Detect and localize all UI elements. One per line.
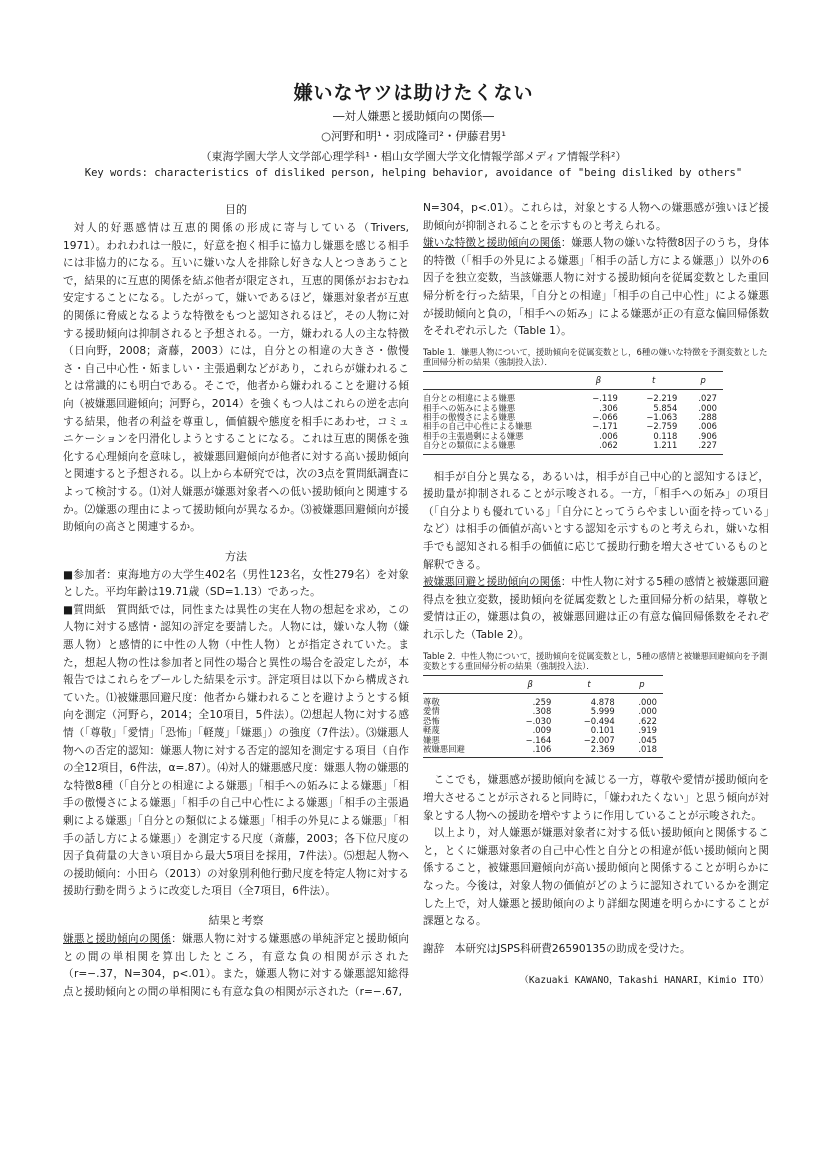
table-cell: .006	[698, 421, 717, 432]
table-cell: 自分との類似による嫌悪	[423, 441, 573, 454]
table-cell: .027	[698, 393, 717, 404]
table-cell: −.164	[525, 734, 552, 745]
results-paragraph-1	[63, 931, 409, 1001]
table-cell: −0.494	[583, 715, 615, 726]
section-heading-purpose: 目的	[225, 203, 247, 216]
table-cell: .000	[638, 706, 657, 717]
table-cell: .062	[573, 441, 624, 454]
table-cell: −.030	[525, 715, 552, 726]
results-subheading-1: 嫌悪と援助傾向の関係	[63, 932, 172, 945]
table2-header	[423, 675, 503, 693]
section-heading-method: 方法	[225, 549, 247, 563]
results-subheading-2: 嫌いな特徴と援助傾向の関係	[423, 237, 561, 250]
table-cell: −2.759	[646, 421, 678, 432]
table2-header: t	[557, 675, 620, 693]
table-cell: 0.118	[653, 430, 678, 441]
acknowledgment: 謝辞 本研究はJSPS科研費26590135の助成を受けた。	[423, 942, 691, 955]
affiliation: （東海学園大学人文学部心理学科¹・椙山女学園大学文化情報学部メディア情報学科²）	[200, 150, 627, 163]
table-cell: −.066	[592, 411, 618, 422]
results-text-1: ：嫌悪人物に対する嫌悪感の単純評定と援助傾向との間の単相関を算出したところ，有意な負の相関が示された（r=−.37，N=304，p<.01）。また，嫌悪人物に対する嫌悪認知総得点と援助傾向との間の単相関にも有意な負の相関が示された（r=−.67,	[63, 932, 410, 998]
table-row	[423, 390, 723, 404]
section-heading-results: 結果と考察	[208, 913, 264, 927]
results-paragraph-3: 相手が自分と異なる，あるいは，相手が自己中心的と認知するほど，援助量が抑制されることが示唆される。一方，「相手への妬み」の項目（「自分よりも優れている」「自分にとってうらやましい面を持っている」など）は相手の価値が高いとする認知を示すものと考えられ，嫌いな相手でも認知される相手の価値に応じて援助行動を増大させているものと解釈できる。	[423, 470, 769, 571]
table-cell: .009	[532, 725, 552, 736]
questionnaire-paragraph: ■質問紙 質問紙では，同性または異性の実在人物の想起を求め，この人物に対する感情・認知の評定を要請した。人物には，嫌いな人物（嫌悪人物）と感情的に中性の人物（中性人物）とが指定されていた。また，想起人物の性は参加者と同性の場合と異性の場合を設定したが，本報告ではこれらをプールした結果を示す。評定項目は以下から構成されていた。⑴被嫌悪回避尺度：他者から嫌われることを避けようとする傾向を測定（河野ら，2014；全10項目，5件法）。⑵想起人物に対する感情（「尊敬」「愛情」「恐怖」「軽蔑」「嫌悪」）の強度（7件法）。⑶嫌悪人物への否定的認知：嫌悪人物に対する否定的認知を測定する項目（自作の全12項目，6件法，α=.87）。⑷対人的嫌悪感尺度：嫌悪人物の嫌悪的な特徴8種（「自分との相違による嫌悪」「相手への妬みによる嫌悪」「相手の傲慢さによる嫌悪」「相手の自己中心性による嫌悪」「相手の主張過剰による嫌悪」「自分との類似による嫌悪」「相手の外見による嫌悪」「相手の話し方による嫌悪」）を測定する尺度（斎藤，2003；各下位尺度の因子負荷量の大きい項目から最大5項目を採用，7件法）。⑸想起人物への援助傾向：小田ら（2013）の対象別利他行動尺度を特定人物に対する援助行動を問うように改変した項目（全7項目，6件法）。	[63, 603, 409, 898]
table-cell: .288	[698, 411, 717, 422]
table-cell: 相手の主張過剰による嫌悪	[423, 430, 524, 441]
conclusion-paragraph: 以上より，対人嫌悪が嫌悪対象者に対する低い援助傾向と関係すること，とくに嫌悪対象者の自己中心性と自分との相違が低い援助傾向と関係すること，被嫌悪回避傾向が高い援助傾向と関係することが明らかになった。今後は，対象人物の価値がどのように認知されているかを測定した上で，対人嫌悪と援助傾向のより詳細な関連を明らかにすることが課題となる。	[423, 827, 769, 928]
left-column	[63, 200, 409, 1001]
table2-caption: Table 2．中性人物について，援助傾向を従属変数とし，5種の感情と被嫌悪回避傾向を予測変数とする重回帰分析の結果（強制投入法）．	[423, 650, 768, 671]
table-cell: .919	[638, 725, 657, 736]
table1-caption: Table 1．嫌悪人物について，援助傾向を従属変数とし，6種の嫌いな特徴を予測変数とした重回帰分析の結果（強制投入法）．	[423, 346, 768, 367]
table-cell: 5.854	[653, 402, 678, 413]
table-row	[423, 441, 723, 454]
table-cell: .227	[683, 441, 723, 454]
table-cell: .906	[698, 430, 717, 441]
table-cell: −2.007	[583, 734, 615, 745]
table-cell: .018	[621, 745, 663, 758]
paper-title: 嫌いなヤツは助けたくない	[293, 82, 534, 104]
table-cell: −.171	[592, 421, 618, 432]
results-paragraph-2	[423, 235, 769, 341]
table-cell: 被嫌悪回避	[423, 745, 503, 758]
author-credit: （Kazuaki KAWANO，Takashi HANARI，Kimio ITO）	[519, 975, 769, 987]
table-cell: 尊敬	[423, 696, 440, 707]
table-cell: .045	[638, 734, 657, 745]
table-cell: .622	[638, 715, 657, 726]
results-subheading-3: 被嫌悪回避と援助傾向の関係	[423, 576, 561, 589]
results-paragraph-5: ここでも，嫌悪感が援助傾向を減じる一方，尊敬や愛情が援助傾向を増大させることが示されると同時に，「嫌われたくない」と思う傾向が対象とする人物への援助を増やすように作用していることが示唆された。	[423, 774, 769, 822]
table-cell: 1.211	[624, 441, 683, 454]
table-cell: 相手の自己中心性による嫌悪	[423, 421, 532, 432]
table-cell: 恐怖	[423, 715, 440, 726]
table-cell: 愛情	[423, 706, 440, 717]
participants-paragraph: ■参加者：東海地方の大学生402名（男性123名，女性279名）を対象とした。平均年齢は19.71歳（SD=1.13）であった。	[63, 568, 409, 599]
results-text-4: ：中性人物に対する5種の感情と被嫌悪回避得点を独立変数，援助傾向を従属変数とした重回帰分析の結果，尊敬と愛情は正の，嫌悪は負の，被嫌悪回避は正の有意な偏回帰係数をそれぞれ示した（Table 2）。	[423, 576, 769, 641]
table-cell: 5.999	[590, 706, 615, 717]
table-cell: −1.063	[646, 411, 678, 422]
results-continuation: N=304，p<.01）。これらは，対象とする人物への嫌悪感が強いほど援助傾向が抑制されることを示すものと考えられる。	[423, 202, 769, 232]
table1-header: p	[683, 371, 723, 389]
table-cell: .006	[599, 430, 618, 441]
table-cell: .308	[532, 706, 552, 717]
table-cell: 0.101	[590, 725, 615, 736]
table-cell: 自分との相違による嫌悪	[423, 393, 516, 404]
table2	[423, 675, 663, 759]
table2-header: β	[503, 675, 557, 693]
table-cell: 相手への妬みによる嫌悪	[423, 402, 516, 413]
table-cell: .306	[599, 402, 618, 413]
keywords: Key words: characteristics of disliked person, helping behavior, avoidance of "being disliked by others"	[84, 167, 743, 179]
table-cell: 嫌悪	[423, 734, 440, 745]
table-cell: .259	[532, 696, 552, 707]
table-cell: 4.878	[590, 696, 615, 707]
paper-subtitle: ―対人嫌悪と援助傾向の関係―	[333, 109, 494, 123]
purpose-paragraph: 対人的好悪感情は互恵的関係の形成に寄与している（Trivers, 1971）。われわれは一般に，好意を抱く相手に協力し嫌悪を感じる相手には非協力的になる。互いに嫌いな人を排除し好きな人とつきあうことで，結果的に互恵的関係を結ぶ他者が限定され，互恵的関係がおおむね安定することになる。したがって，嫌いであるほど，嫌悪対象者が互恵的関係に脅威となるような特徴をもつと認知されるほど，その人物に対する援助傾向は抑制されると予想される。一方，嫌われる人の主な特徴（日向野，2008；斎藤，2003）には，自分との相違の大きさ・傲慢さ・自己中心性・妬ましい・主張過剰などがあり，これらが嫌われることは常識的にも明白である。そこで，他者から嫌われることを避ける傾向（被嫌悪回避傾向；河野ら，2014）を強くもつ人はこれらの逆を志向する結果，他者の利益を尊重し，価値観や態度を相手にあわせ，コミュニケーションを円滑化しようとすることになる。これは互恵的関係を強化する心理傾向を意味し，被嫌悪回避傾向が他者に対する高い援助傾向と関連すると予想される。以上から本研究では，次の3点を質問紙調査によって検討する。⑴対人嫌悪が嫌悪対象者への低い援助傾向と関連するか。⑵嫌悪の理由によって援助傾向が異なるか。⑶被嫌悪回避傾向が援助傾向の高さと関連するか。	[63, 222, 409, 534]
table-cell: 軽蔑	[423, 725, 440, 736]
table-cell: 相手の傲慢さによる嫌悪	[423, 411, 516, 422]
table1	[423, 371, 723, 455]
table-cell: .000	[698, 402, 717, 413]
author-list: ○河野和明¹・羽成隆司²・伊藤君男¹	[321, 129, 506, 143]
table1-header: β	[573, 371, 624, 389]
table1-header: t	[624, 371, 683, 389]
table-cell: .000	[638, 696, 657, 707]
table-cell: −2.219	[646, 393, 678, 404]
results-text-2: ：嫌悪人物の嫌いな特徴8因子のうち，身体的特徴（「相手の外見による嫌悪」「相手の話し方による嫌悪」）以外の6因子を独立変数，当該嫌悪人物に対する援助傾向を従属変数とした重回帰分析を行った結果，「自分との相違」「相手の自己中心性」による嫌悪が援助傾向と負の，「相手への妬み」による嫌悪が正の有意な偏回帰係数をそれぞれ示した（Table 1）。	[423, 237, 769, 338]
table-cell: 2.369	[557, 745, 620, 758]
right-column	[423, 200, 769, 990]
table2-header: p	[621, 675, 663, 693]
results-paragraph-4	[423, 574, 769, 644]
table1-header	[423, 371, 573, 389]
table-cell: .106	[503, 745, 557, 758]
table-row	[423, 693, 663, 707]
table-row	[423, 745, 663, 758]
table-cell: −.119	[592, 393, 618, 404]
